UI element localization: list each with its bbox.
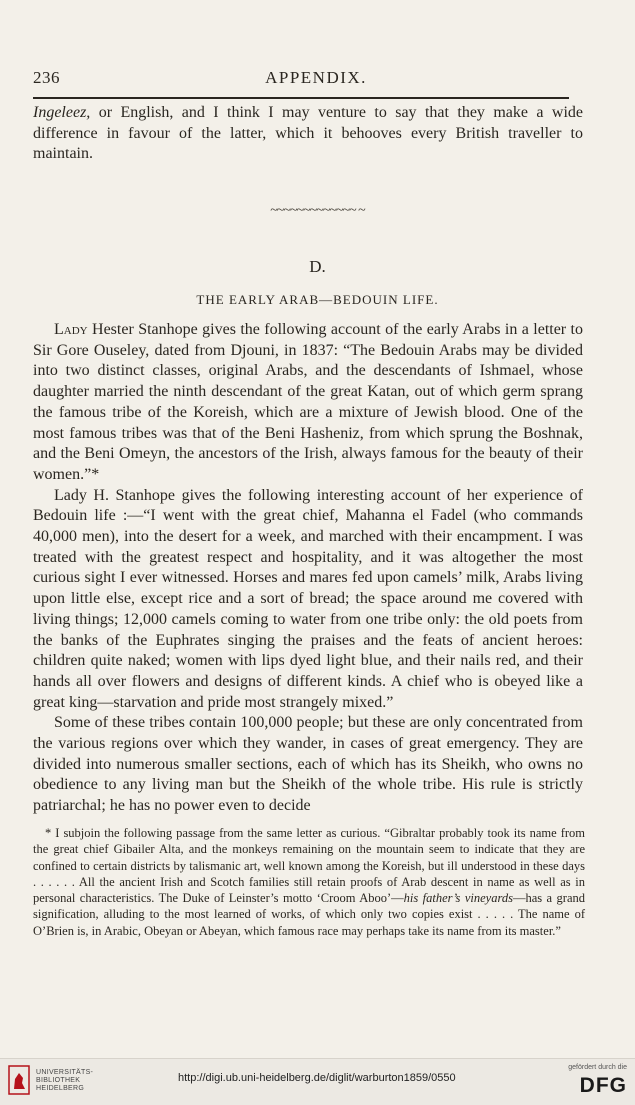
intro-paragraph [33,103,583,165]
running-title: APPENDIX. [265,68,367,87]
running-header [33,68,599,88]
university-name: UNIVERSITÄTS- BIBLIOTHEK HEIDELBERG [36,1069,94,1092]
sponsor-label: gefördert durch die [568,1064,627,1071]
main-text [33,320,583,817]
paragraph-1-text: Hester Stanhope gives the following account of the early Arabs in a letter to Sir Gore Ouseley, dated from Djouni, in 1837: “The Bedouin Arabs may be divided into two distinct classes, original Arabs, and the descendants of Ishmael, whose daughter married the ninth descendant of the great Katan, out of which germ sprang the famous tribe of the Koreish, which are a mixture of Jewish blood. One of the most famous tribes was that of the Beni Hasheniz, from which sprung the Boshnak, and the Beni Omeyn, the ancestors of the Irish, always famous for the beauty of their women.”* [33,321,583,483]
footnote-tail: —has a grand signification, alluding to the most learned of works, of which only two copies exist . . . . . The name of O’Brien is, in Arabic, Obeyan or Abeyan, which famous race may perhaps take its name from its master.” [33,891,585,938]
viewer-footer [0,1058,635,1105]
paragraph-1 [33,320,583,486]
footnote-italic: his father’s vineyards [403,891,513,906]
ornament-divider: ~~~~~~~~~~~~~ ~ [270,203,365,218]
paragraph-1-lead: Lady [54,321,88,338]
intro-text: or English, and I think I may venture to say that they make a wide difference in favour of the latter, which it behooves every British traveller to maintain. [33,104,583,163]
intro-italic-word: Ingeleez, [33,104,91,121]
header-rule [33,97,569,99]
permalink-url[interactable]: http://digi.ub.uni-heidelberg.de/diglit/warburton1859/0550 [178,1072,456,1084]
footnote [33,825,585,939]
section-letter: D. [309,257,326,276]
footnote-lead: * I subjoin the following passage from the same letter as curious. “Gibraltar probably took its name from the great chief Gibailer Alta, and the monkeys remaining on the mountain seem to indicate that they are confined to certain districts by talismanic art, well known among the Koreish, but ill understood in these days . . . . . . All the ancient Irish and Scotch families still retain proofs of Arab descent in name as well as in personal characteristics. The Duke of Leinster’s motto ‘Croom Aboo’— [33,826,585,906]
dfg-logo[interactable]: DFG [579,1074,627,1097]
heidelberg-lion-icon [8,1065,30,1095]
paragraph-2: Lady H. Stanhope gives the following interesting account of her experience of Bedouin life :—“I went with the great chief, Mahanna el Fadel (who commands 40,000 men), into the desert for a week, and marched with their encampment. I was treated with the greatest respect and hospitality, and it was altogether the most curious sight I ever witnessed. Horses and mares fed upon camels’ milk, Arabs living upon little else, except rice and a sort of bread; the space around me covered with living things; 12,000 camels coming to water from one tribe only: the old poets from the banks of the Euphrates singing the praises and the feats of ancient heroes: children quite naked; women with lips dyed light blue, and their nails red, and their hands all over flowers and designs of different kinds. A chief who is obeyed like a great king—starvation and pride most strangely mixed.” [33,486,583,711]
page-number: 236 [33,68,60,87]
section-title: THE EARLY ARAB—BEDOUIN LIFE. [196,292,439,307]
paragraph-3: Some of these tribes contain 100,000 people; but these are only concentrated from the various regions over which they wander, in cases of great emergency. They are divided into numerous smaller sections, each of which has its Sheikh, who owns no obedience to any living man but the Sheikh of the whole tribe. His rule is strictly patriarchal; he has no power even to decide [33,714,583,815]
